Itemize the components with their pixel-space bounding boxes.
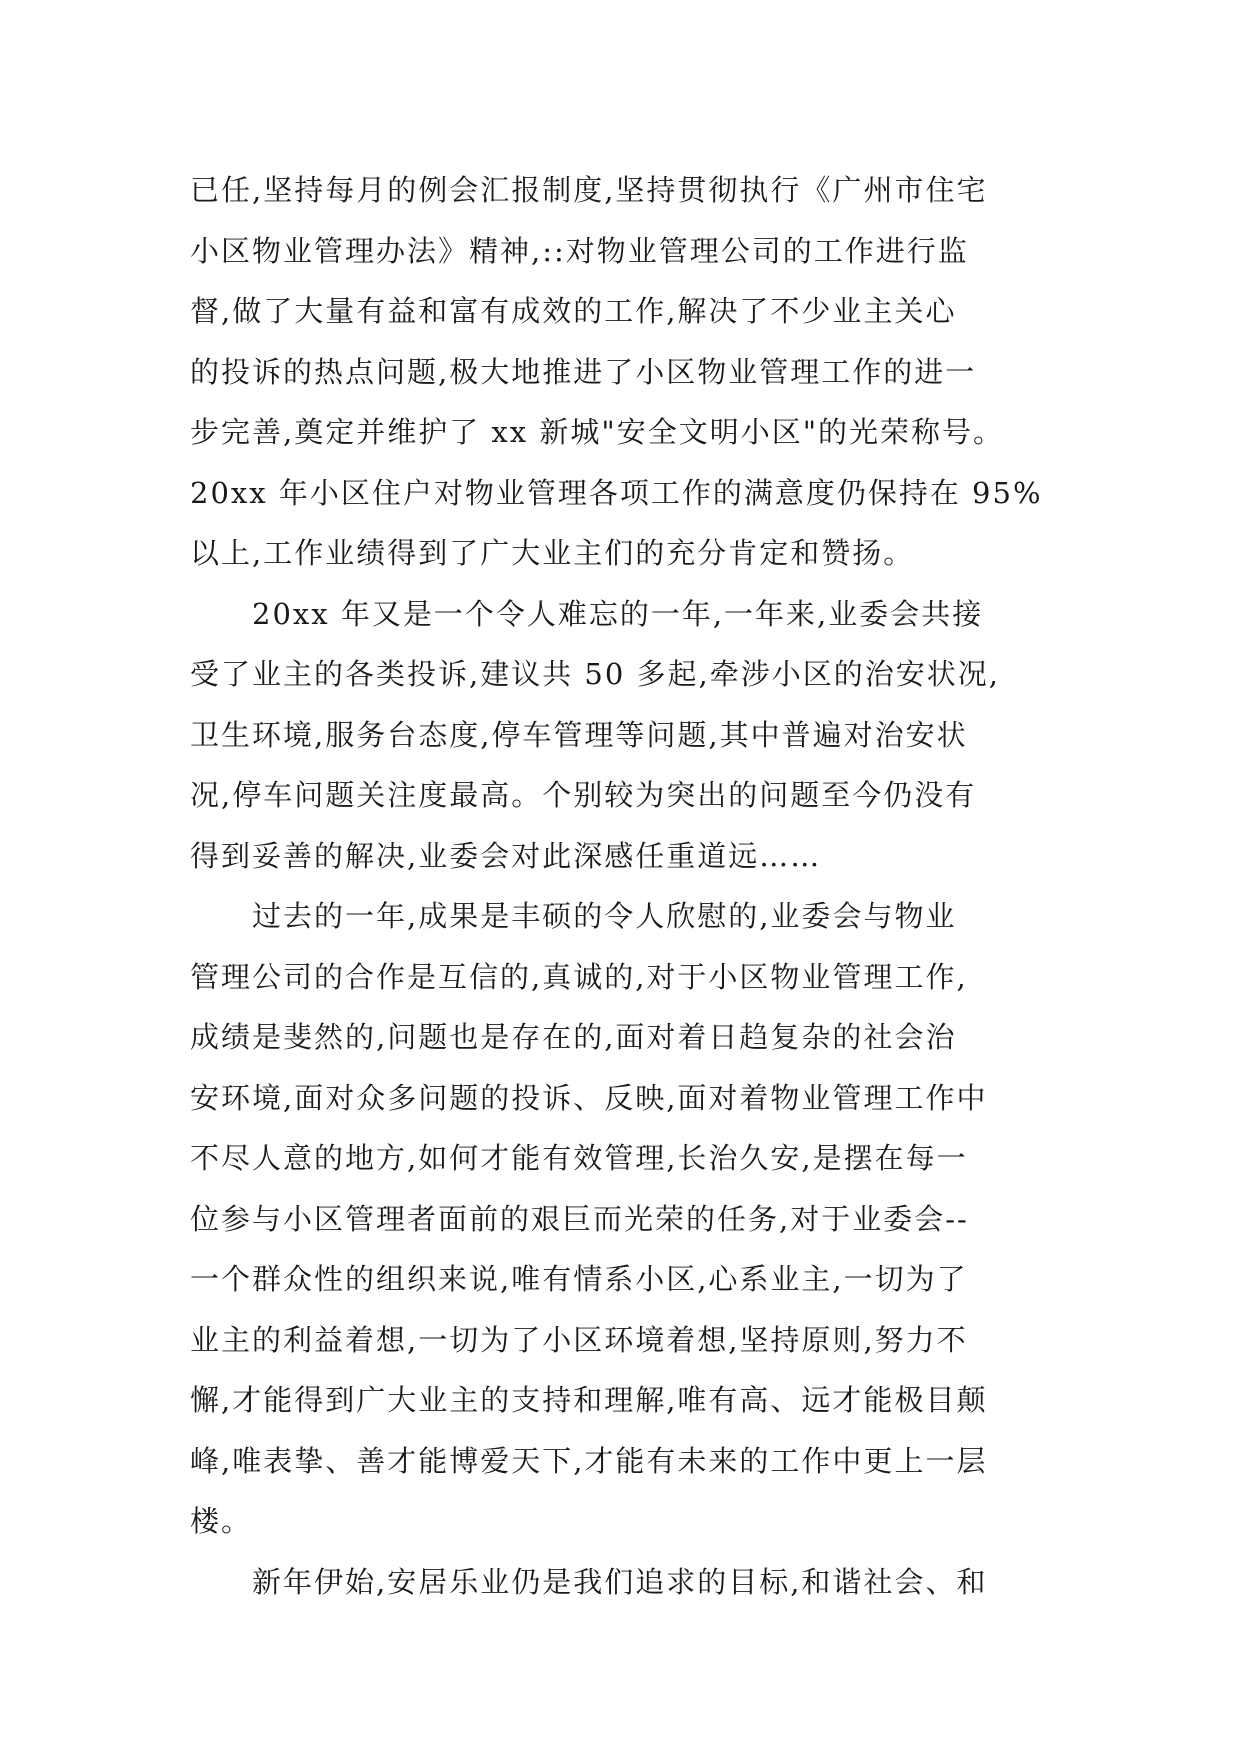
text-line: 以上,工作业绩得到了广大业主们的充分肯定和赞扬。 (190, 536, 915, 570)
text-line: 管理公司的合作是互信的,真诚的,对于小区物业管理工作, (190, 959, 968, 994)
text-line: 不尽人意的地方,如何才能有效管理,长治久安,是摆在每一 (190, 1141, 968, 1175)
text-line: 安环境,面对众多问题的投诉、反映,面对着物业管理工作中 (190, 1080, 988, 1115)
text-line: 20xx 年又是一个令人难忘的一年,一年来,业委会共接 (190, 596, 984, 631)
document-body (190, 160, 1060, 1612)
text-line: 得到妥善的解决,业委会对此深感任重道远…… (190, 838, 822, 873)
text-line: 懈,才能得到广大业主的支持和理解,唯有高、远才能极目颠 (190, 1383, 988, 1417)
text-line: 业主的利益着想,一切为了小区环境着想,坚持原则,努力不 (190, 1322, 968, 1357)
text-line: 一个群众性的组织来说,唯有情系小区,心系业主,一切为了 (190, 1262, 968, 1296)
text-line: 20xx 年小区住户对物业管理各项工作的满意度仍保持在 95% (190, 475, 1043, 510)
text-line: 况,停车问题关注度最高。个别较为突出的问题至今仍没有 (190, 778, 977, 812)
text-line: 步完善,奠定并维护了 xx 新城"安全文明小区"的光荣称号。 (190, 415, 1005, 449)
text-line: 受了业主的各类投诉,建议共 50 多起,牵涉小区的治安状况, (190, 657, 1000, 691)
text-line: 位参与小区管理者面前的艰巨而光荣的任务,对于业委会-- (190, 1201, 969, 1236)
text-line: 峰,唯表挚、善才能博爱天下,才能有未来的工作中更上一层 (190, 1443, 988, 1478)
text-line: 小区物业管理办法》精神,::对物业管理公司的工作进行监 (190, 233, 969, 268)
text-line: 的投诉的热点问题,极大地推进了小区物业管理工作的进一 (190, 354, 977, 389)
text-line: 过去的一年,成果是丰硕的令人欣慰的,业委会与物业 (190, 899, 957, 933)
text-line: 新年伊始,安居乐业仍是我们追求的目标,和谐社会、和 (190, 1564, 988, 1599)
text-line: 卫生环境,服务台态度,停车管理等问题,其中普遍对治安状 (190, 717, 968, 752)
text-line: 已任,坚持每月的例会汇报制度,坚持贯彻执行《广州市住宅 (190, 173, 988, 207)
text-line: 楼。 (190, 1504, 253, 1538)
text-line: 成绩是斐然的,问题也是存在的,面对着日趋复杂的社会治 (190, 1020, 957, 1054)
text-line: 督,做了大量有益和富有成效的工作,解决了不少业主关心 (190, 294, 957, 328)
